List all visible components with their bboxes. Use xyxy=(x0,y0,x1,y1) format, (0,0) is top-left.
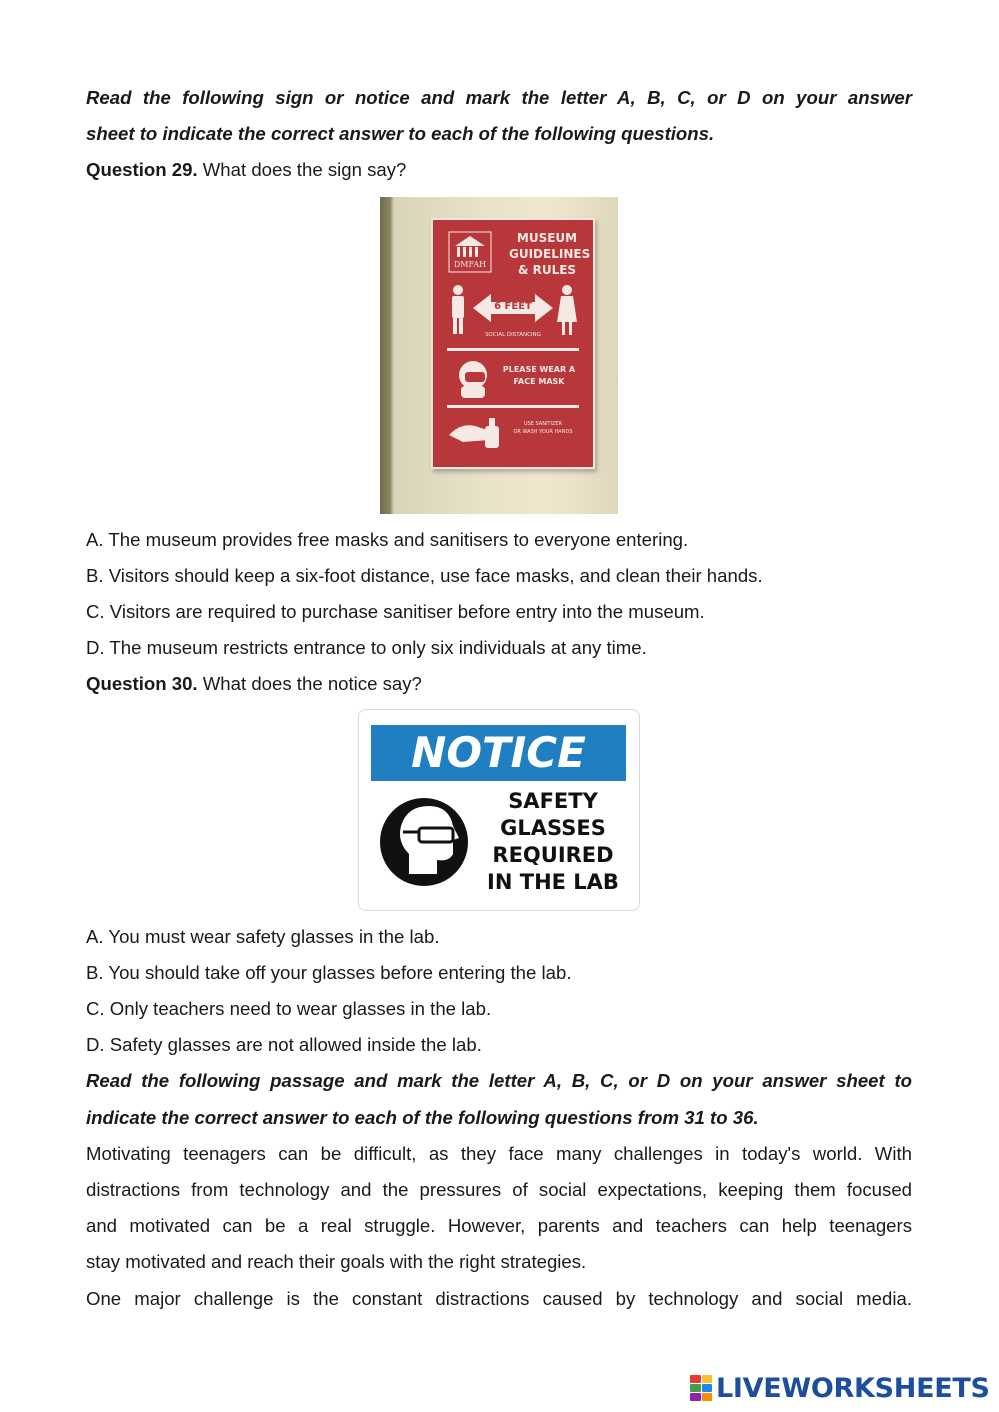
sign-mask-line-2: FACE MASK xyxy=(513,376,565,386)
question-30 xyxy=(86,666,912,702)
sign-title-line-3: & RULES xyxy=(517,262,577,277)
sign-title xyxy=(509,230,591,278)
notice-line-2: GLASSES xyxy=(500,815,606,840)
notice-line-4: IN THE LAB xyxy=(487,869,619,894)
sign-brand: DMFAH xyxy=(453,259,487,269)
passage-p1-line-1: Motivating teenagers can be difficult, as they face many challenges in today's world. With xyxy=(86,1142,912,1164)
instructions-1-line-2: sheet to indicate the correct answer to each of the following questions. xyxy=(86,123,715,145)
sign-title-line-2: GUIDELINES xyxy=(509,246,591,261)
sign-distancing: SOCIAL DISTANCING xyxy=(485,331,541,338)
question-29-image-wrap xyxy=(86,189,912,522)
sign-hands-line-1: USE SANITIZER xyxy=(523,420,563,427)
question-30-option-d[interactable]: D. Safety glasses are not allowed inside the lab. xyxy=(86,1034,482,1056)
sign-title-line-1: MUSEUM xyxy=(516,230,578,245)
question-29-option-c[interactable]: C. Visitors are required to purchase sanitiser before entry into the museum. xyxy=(86,601,705,623)
question-29-option-b[interactable]: B. Visitors should keep a six-foot distance, use face masks, and clean their hands. xyxy=(86,564,763,586)
question-29 xyxy=(86,152,912,188)
museum-sign-photo xyxy=(380,197,618,514)
question-30-image-wrap xyxy=(86,703,912,919)
liveworksheets-logo[interactable] xyxy=(690,1372,990,1404)
passage-p1-line-3: and motivated can be a real struggle. However, parents and teachers can help teenagers xyxy=(86,1215,912,1237)
safety-notice-image xyxy=(358,709,640,911)
question-30-text: What does the notice say? xyxy=(197,673,422,695)
question-29-label: Question 29. xyxy=(86,159,198,181)
liveworksheets-logo-text: LIVEWORKSHEETS xyxy=(716,1372,990,1404)
sign-distance: 6 FEET xyxy=(494,300,532,312)
question-30-option-b[interactable]: B. You should take off your glasses before entering the lab. xyxy=(86,961,572,983)
passage-p2-line-1: One major challenge is the constant distractions caused by technology and social media. xyxy=(86,1287,912,1309)
safety-glasses-icon xyxy=(379,792,469,892)
instructions-2-line-1: Read the following passage and mark the letter A, B, C, or D on your answer sheet to xyxy=(86,1070,912,1092)
sign-mask-line-1: PLEASE WEAR A xyxy=(502,364,576,374)
instructions-2-line-2: indicate the correct answer to each of the following questions from 31 to 36. xyxy=(86,1106,759,1128)
notice-message xyxy=(483,788,623,896)
question-29-text: What does the sign say? xyxy=(197,159,407,181)
question-29-option-d[interactable]: D. The museum restricts entrance to only six individuals at any time. xyxy=(86,637,647,659)
sign-hands-line-2: OR WASH YOUR HANDS xyxy=(513,428,573,435)
liveworksheets-logo-icon xyxy=(690,1375,712,1401)
museum-sign xyxy=(431,218,595,469)
question-29-option-a[interactable]: A. The museum provides free masks and sanitisers to everyone entering. xyxy=(86,528,689,550)
question-30-option-a[interactable]: A. You must wear safety glasses in the lab. xyxy=(86,925,440,947)
sign-mask xyxy=(493,364,585,388)
sign-hands xyxy=(501,420,585,436)
instructions-1-line-1: Read the following sign or notice and mark the letter A, B, C, or D on your answer xyxy=(86,87,912,108)
notice-header: NOTICE xyxy=(371,725,626,781)
question-30-label: Question 30. xyxy=(86,673,198,695)
notice-line-3: REQUIRED xyxy=(492,842,614,867)
passage-p1-line-2: distractions from technology and the pressures of social expectations, keeping them focused xyxy=(86,1179,912,1201)
worksheet-page xyxy=(86,80,912,1317)
question-30-option-c[interactable]: C. Only teachers need to wear glasses in the lab. xyxy=(86,998,492,1020)
passage-p1-line-4: stay motivated and reach their goals with the right strategies. xyxy=(86,1251,587,1273)
notice-line-1: SAFETY xyxy=(508,788,598,813)
